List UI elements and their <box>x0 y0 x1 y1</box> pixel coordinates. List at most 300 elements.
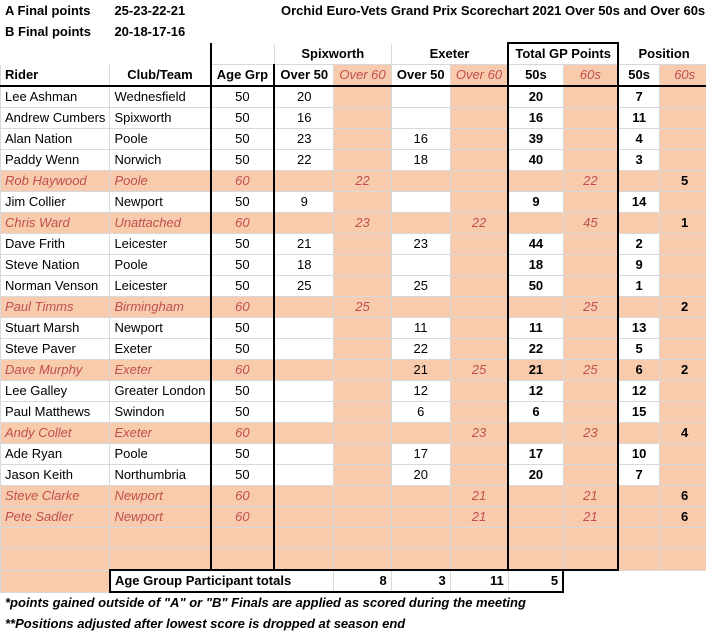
rider-age-group: 60 <box>211 171 275 192</box>
exeter-over50: 20 <box>391 465 450 486</box>
position-60s: 4 <box>660 423 706 444</box>
empty-cell <box>1 549 110 571</box>
total-50s: 39 <box>508 129 563 150</box>
position-50s: 6 <box>618 360 660 381</box>
rider-name: Steve Clarke <box>1 486 110 507</box>
rider-name: Alan Nation <box>1 129 110 150</box>
exeter-over50 <box>391 507 450 528</box>
exeter-over50 <box>391 171 450 192</box>
rider-club: Northumbria <box>110 465 211 486</box>
position-60s <box>660 339 706 360</box>
table-row <box>1 171 706 192</box>
rider-club: Exeter <box>110 423 211 444</box>
position-50s: 9 <box>618 255 660 276</box>
exeter-over60 <box>450 234 508 255</box>
position-50s: 5 <box>618 339 660 360</box>
position-50s <box>618 423 660 444</box>
position-60s: 1 <box>660 213 706 234</box>
col-age: Age Grp <box>211 65 275 87</box>
exeter-over50: 11 <box>391 318 450 339</box>
position-60s <box>660 255 706 276</box>
total-60s <box>563 381 618 402</box>
spixworth-over60 <box>334 444 391 465</box>
empty-cell <box>211 528 275 549</box>
col-total-60s: 60s <box>563 65 618 87</box>
total-50s: 50 <box>508 276 563 297</box>
spixworth-over50 <box>274 423 334 444</box>
position-50s <box>618 297 660 318</box>
exeter-over60 <box>450 465 508 486</box>
total-60s: 25 <box>563 297 618 318</box>
exeter-over60 <box>450 402 508 423</box>
spixworth-over60 <box>334 318 391 339</box>
rider-age-group: 60 <box>211 507 275 528</box>
exeter-over60: 23 <box>450 423 508 444</box>
exeter-over60 <box>450 108 508 129</box>
position-50s: 10 <box>618 444 660 465</box>
exeter-over60 <box>450 150 508 171</box>
spixworth-over60 <box>334 108 391 129</box>
col-total-50s: 50s <box>508 65 563 87</box>
spixworth-over50 <box>274 297 334 318</box>
footnote: *points gained outside of "A" or "B" Finals are applied as scored during the meeting <box>1 592 706 614</box>
rider-club: Leicester <box>110 276 211 297</box>
rider-club: Birmingham <box>110 297 211 318</box>
empty-cell <box>618 528 660 549</box>
position-60s: 2 <box>660 297 706 318</box>
total-60s <box>563 402 618 423</box>
spixworth-over60 <box>334 86 391 108</box>
total-50s <box>508 213 563 234</box>
col-exe-over50: Over 50 <box>391 65 450 87</box>
position-50s: 1 <box>618 276 660 297</box>
table-row <box>1 507 706 528</box>
exeter-over60: 25 <box>450 360 508 381</box>
rider-name: Dave Murphy <box>1 360 110 381</box>
empty-cell <box>1 528 110 549</box>
total-60s <box>563 234 618 255</box>
header-spacer <box>211 22 706 44</box>
total-50s: 40 <box>508 150 563 171</box>
rider-club: Newport <box>110 192 211 213</box>
exeter-over60 <box>450 86 508 108</box>
col-exe-over60: Over 60 <box>450 65 508 87</box>
position-60s <box>660 276 706 297</box>
total-60s <box>563 444 618 465</box>
exeter-over50: 6 <box>391 402 450 423</box>
col-spix-over50: Over 50 <box>274 65 334 87</box>
rider-name: Andy Collet <box>1 423 110 444</box>
exeter-over60 <box>450 444 508 465</box>
spixworth-over50 <box>274 444 334 465</box>
table-row <box>1 150 706 171</box>
rider-club: Newport <box>110 486 211 507</box>
spixworth-over50: 21 <box>274 234 334 255</box>
footnote: **Positions adjusted after lowest score is dropped at season end <box>1 614 706 635</box>
exeter-over60: 22 <box>450 213 508 234</box>
rider-club: Spixworth <box>110 108 211 129</box>
empty-cell <box>110 528 211 549</box>
spixworth-over60 <box>334 255 391 276</box>
table-row <box>1 129 706 150</box>
exeter-over60 <box>450 381 508 402</box>
rider-name: Chris Ward <box>1 213 110 234</box>
total-60s: 45 <box>563 213 618 234</box>
total-50s: 17 <box>508 444 563 465</box>
spixworth-over60 <box>334 423 391 444</box>
rider-club: Exeter <box>110 360 211 381</box>
spixworth-over50: 18 <box>274 255 334 276</box>
position-60s <box>660 192 706 213</box>
rider-age-group: 50 <box>211 381 275 402</box>
rider-name: Rob Haywood <box>1 171 110 192</box>
exeter-over50: 17 <box>391 444 450 465</box>
b-final-label: B Final points <box>1 22 110 44</box>
position-60s: 5 <box>660 171 706 192</box>
rider-age-group: 50 <box>211 339 275 360</box>
exeter-over50: 21 <box>391 360 450 381</box>
note-row <box>1 592 706 614</box>
rider-age-group: 50 <box>211 276 275 297</box>
spixworth-over50: 25 <box>274 276 334 297</box>
table-row <box>1 192 706 213</box>
spixworth-over50: 20 <box>274 86 334 108</box>
position-60s <box>660 402 706 423</box>
spixworth-over60 <box>334 486 391 507</box>
exeter-over60 <box>450 318 508 339</box>
rider-age-group: 50 <box>211 465 275 486</box>
spixworth-over50 <box>274 507 334 528</box>
exeter-over50: 12 <box>391 381 450 402</box>
position-50s: 7 <box>618 86 660 108</box>
table-row <box>1 276 706 297</box>
spixworth-over50 <box>274 318 334 339</box>
position-60s <box>660 465 706 486</box>
rider-name: Steve Nation <box>1 255 110 276</box>
rider-age-group: 50 <box>211 318 275 339</box>
empty-cell <box>334 528 391 549</box>
spixworth-over60: 22 <box>334 171 391 192</box>
header-row-a <box>1 1 706 22</box>
rider-name: Jim Collier <box>1 192 110 213</box>
column-header-row <box>1 65 706 87</box>
total-50s <box>508 297 563 318</box>
rider-age-group: 60 <box>211 423 275 444</box>
rider-club: Norwich <box>110 150 211 171</box>
table-row <box>1 486 706 507</box>
spixworth-over50 <box>274 339 334 360</box>
totals-spix-over50: 8 <box>334 570 391 592</box>
rider-name: Pete Sadler <box>1 507 110 528</box>
exeter-over50 <box>391 486 450 507</box>
spixworth-over50: 16 <box>274 108 334 129</box>
rider-name: Norman Venson <box>1 276 110 297</box>
total-60s <box>563 318 618 339</box>
rider-name: Andrew Cumbers <box>1 108 110 129</box>
empty-cell <box>450 528 508 549</box>
spixworth-over60 <box>334 192 391 213</box>
rider-name: Lee Galley <box>1 381 110 402</box>
total-60s <box>563 276 618 297</box>
rider-club: Poole <box>110 129 211 150</box>
group-spacer-age <box>211 43 275 65</box>
position-50s: 14 <box>618 192 660 213</box>
empty-cell <box>618 549 660 571</box>
totals-exe-over60: 5 <box>508 570 563 592</box>
rider-age-group: 60 <box>211 213 275 234</box>
col-pos-50s: 50s <box>618 65 660 87</box>
exeter-over60: 21 <box>450 507 508 528</box>
total-50s: 9 <box>508 192 563 213</box>
total-50s: 6 <box>508 402 563 423</box>
rider-name: Paddy Wenn <box>1 150 110 171</box>
position-50s: 3 <box>618 150 660 171</box>
empty-cell <box>508 549 563 571</box>
table-row <box>1 465 706 486</box>
rider-age-group: 60 <box>211 360 275 381</box>
spixworth-over50: 22 <box>274 150 334 171</box>
empty-cell <box>211 549 275 571</box>
spixworth-over50 <box>274 360 334 381</box>
total-50s: 20 <box>508 86 563 108</box>
spixworth-over60 <box>334 150 391 171</box>
position-60s <box>660 381 706 402</box>
empty-cell <box>391 528 450 549</box>
total-60s: 21 <box>563 507 618 528</box>
empty-cell <box>660 528 706 549</box>
position-60s <box>660 318 706 339</box>
position-50s <box>618 486 660 507</box>
empty-cell <box>563 549 618 571</box>
group-exeter: Exeter <box>391 43 508 65</box>
total-60s: 21 <box>563 486 618 507</box>
spixworth-over50 <box>274 213 334 234</box>
position-60s <box>660 86 706 108</box>
exeter-over60 <box>450 129 508 150</box>
total-50s: 11 <box>508 318 563 339</box>
exeter-over50 <box>391 86 450 108</box>
empty-cell <box>563 528 618 549</box>
empty-cell <box>391 549 450 571</box>
empty-row <box>1 528 706 549</box>
group-spacer-rider <box>1 43 110 65</box>
totals-spacer <box>618 570 660 592</box>
total-60s <box>563 150 618 171</box>
spixworth-over60 <box>334 381 391 402</box>
position-50s: 12 <box>618 381 660 402</box>
empty-cell <box>110 549 211 571</box>
total-60s <box>563 465 618 486</box>
position-50s <box>618 507 660 528</box>
position-50s: 4 <box>618 129 660 150</box>
total-60s <box>563 108 618 129</box>
position-50s <box>618 213 660 234</box>
col-spix-over60: Over 60 <box>334 65 391 87</box>
rider-name: Dave Frith <box>1 234 110 255</box>
exeter-over60 <box>450 276 508 297</box>
total-60s <box>563 86 618 108</box>
note-row <box>1 614 706 635</box>
exeter-over50: 23 <box>391 234 450 255</box>
table-row <box>1 444 706 465</box>
spixworth-over50 <box>274 381 334 402</box>
rider-age-group: 50 <box>211 129 275 150</box>
total-50s: 22 <box>508 339 563 360</box>
b-final-values: 20-18-17-16 <box>110 22 211 44</box>
exeter-over60 <box>450 255 508 276</box>
rider-age-group: 60 <box>211 486 275 507</box>
position-50s <box>618 171 660 192</box>
rider-name: Jason Keith <box>1 465 110 486</box>
exeter-over50 <box>391 192 450 213</box>
header-row-b <box>1 22 706 44</box>
group-spixworth: Spixworth <box>274 43 391 65</box>
table-row <box>1 108 706 129</box>
total-60s <box>563 192 618 213</box>
rider-club: Exeter <box>110 339 211 360</box>
rider-age-group: 50 <box>211 255 275 276</box>
exeter-over50: 22 <box>391 339 450 360</box>
rider-age-group: 50 <box>211 86 275 108</box>
position-60s: 2 <box>660 360 706 381</box>
empty-cell <box>508 528 563 549</box>
spixworth-over50 <box>274 171 334 192</box>
total-50s: 21 <box>508 360 563 381</box>
total-50s: 12 <box>508 381 563 402</box>
total-50s <box>508 486 563 507</box>
spixworth-over60 <box>334 507 391 528</box>
spixworth-over60: 23 <box>334 213 391 234</box>
table-row <box>1 360 706 381</box>
empty-cell <box>274 528 334 549</box>
total-50s <box>508 423 563 444</box>
totals-spix-over60: 3 <box>391 570 450 592</box>
exeter-over50 <box>391 108 450 129</box>
totals-exe-over50: 11 <box>450 570 508 592</box>
position-60s <box>660 444 706 465</box>
position-60s <box>660 234 706 255</box>
table-row <box>1 86 706 108</box>
total-60s <box>563 255 618 276</box>
total-50s: 16 <box>508 108 563 129</box>
rider-age-group: 50 <box>211 444 275 465</box>
table-row <box>1 339 706 360</box>
rider-club: Newport <box>110 507 211 528</box>
spixworth-over50: 9 <box>274 192 334 213</box>
total-60s: 23 <box>563 423 618 444</box>
table-row <box>1 234 706 255</box>
spixworth-over60 <box>334 402 391 423</box>
rider-club: Poole <box>110 171 211 192</box>
rider-club: Newport <box>110 318 211 339</box>
total-50s: 44 <box>508 234 563 255</box>
spixworth-over60 <box>334 465 391 486</box>
exeter-over50 <box>391 297 450 318</box>
position-60s <box>660 150 706 171</box>
position-60s <box>660 108 706 129</box>
rider-age-group: 60 <box>211 297 275 318</box>
rider-club: Swindon <box>110 402 211 423</box>
rider-club: Unattached <box>110 213 211 234</box>
exeter-over50: 18 <box>391 150 450 171</box>
page-title: Orchid Euro-Vets Grand Prix Scorechart 2021 Over 50s and Over 60s <box>211 1 706 22</box>
exeter-over60 <box>450 339 508 360</box>
position-50s: 2 <box>618 234 660 255</box>
group-total: Total GP Points <box>508 43 618 65</box>
total-50s <box>508 507 563 528</box>
spixworth-over60 <box>334 276 391 297</box>
empty-cell <box>334 549 391 571</box>
table-row <box>1 318 706 339</box>
spixworth-over50 <box>274 486 334 507</box>
total-60s <box>563 339 618 360</box>
exeter-over50 <box>391 255 450 276</box>
table-row <box>1 297 706 318</box>
exeter-over60: 21 <box>450 486 508 507</box>
total-50s <box>508 171 563 192</box>
totals-row <box>1 570 706 592</box>
spixworth-over50 <box>274 465 334 486</box>
total-60s: 22 <box>563 171 618 192</box>
group-spacer-club <box>110 43 211 65</box>
total-50s: 20 <box>508 465 563 486</box>
exeter-over60 <box>450 297 508 318</box>
empty-cell <box>660 549 706 571</box>
col-rider: Rider <box>1 65 110 87</box>
spixworth-over60 <box>334 360 391 381</box>
group-header-row <box>1 43 706 65</box>
empty-cell <box>450 549 508 571</box>
spixworth-over60 <box>334 339 391 360</box>
table-row <box>1 381 706 402</box>
rider-age-group: 50 <box>211 234 275 255</box>
exeter-over50 <box>391 213 450 234</box>
total-50s: 18 <box>508 255 563 276</box>
col-pos-60s: 60s <box>660 65 706 87</box>
totals-label: Age Group Participant totals <box>110 570 334 592</box>
col-club: Club/Team <box>110 65 211 87</box>
table-row <box>1 402 706 423</box>
position-50s: 15 <box>618 402 660 423</box>
exeter-over60 <box>450 192 508 213</box>
table-row <box>1 423 706 444</box>
empty-cell <box>274 549 334 571</box>
rider-age-group: 50 <box>211 108 275 129</box>
empty-row <box>1 549 706 571</box>
rider-club: Poole <box>110 444 211 465</box>
spixworth-over50: 23 <box>274 129 334 150</box>
exeter-over60 <box>450 171 508 192</box>
position-50s: 7 <box>618 465 660 486</box>
spixworth-over60: 25 <box>334 297 391 318</box>
spixworth-over50 <box>274 402 334 423</box>
group-position: Position <box>618 43 706 65</box>
rider-club: Leicester <box>110 234 211 255</box>
exeter-over50: 25 <box>391 276 450 297</box>
a-final-values: 25-23-22-21 <box>110 1 211 22</box>
rider-name: Paul Matthews <box>1 402 110 423</box>
a-final-label: A Final points <box>1 1 110 22</box>
position-60s: 6 <box>660 486 706 507</box>
rider-club: Wednesfield <box>110 86 211 108</box>
position-50s: 11 <box>618 108 660 129</box>
totals-spacer <box>1 570 110 592</box>
position-60s <box>660 129 706 150</box>
total-60s: 25 <box>563 360 618 381</box>
table-row <box>1 213 706 234</box>
rider-age-group: 50 <box>211 192 275 213</box>
spixworth-over60 <box>334 129 391 150</box>
